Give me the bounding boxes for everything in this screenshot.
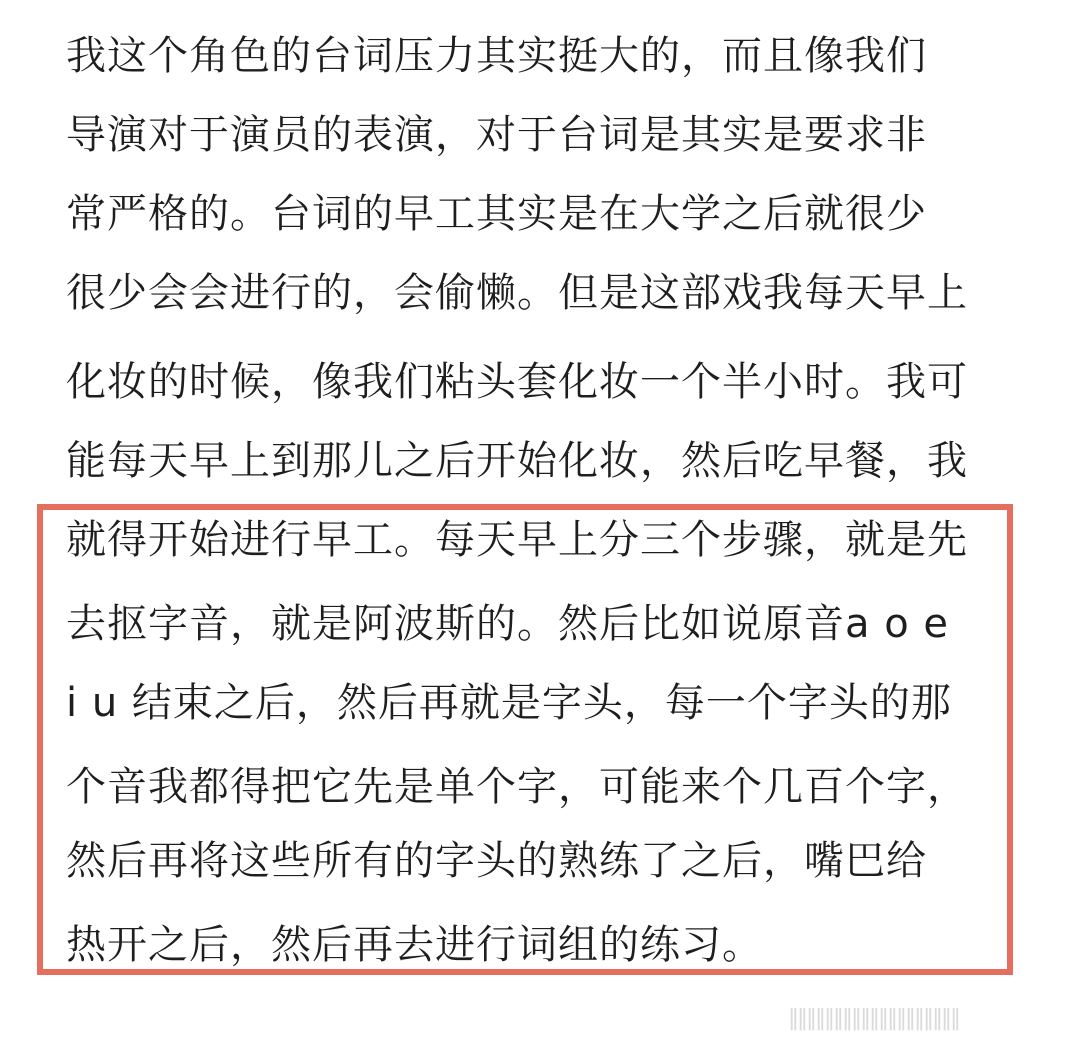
text-line: 然后再将这些所有的字头的熟练了之后，嘴巴给 — [66, 838, 927, 884]
watermark: ‖‖‖‖‖‖‖‖‖‖‖‖‖‖‖‖‖‖‖ — [788, 1006, 959, 1031]
text-line: 就得开始进行早工。每天早上分三个步骤，就是先 — [66, 517, 968, 563]
text-line: 导演对于演员的表演，对于台词是其实是要求非 — [66, 112, 927, 158]
highlight-box — [37, 504, 1013, 975]
text-line: 常严格的。台词的早工其实是在大学之后就很少 — [66, 191, 927, 237]
text-line: 去抠字音，就是阿波斯的。然后比如说原音a o e — [66, 601, 950, 647]
text-line: 能每天早上到那儿之后开始化妆，然后吃早餐，我 — [66, 438, 968, 484]
text-line: 热开之后，然后再去进行词组的练习。 — [66, 922, 763, 968]
text-line: i u 结束之后，然后再就是字头，每一个字头的那 — [66, 680, 952, 726]
text-line: 很少会会进行的，会偷懒。但是这部戏我每天早上 — [66, 270, 968, 316]
text-line: 个音我都得把它先是单个字，可能来个几百个字， — [66, 764, 968, 810]
text-line: 化妆的时候，像我们粘头套化妆一个半小时。我可 — [66, 359, 968, 405]
text-line: 我这个角色的台词压力其实挺大的，而且像我们 — [66, 33, 927, 79]
